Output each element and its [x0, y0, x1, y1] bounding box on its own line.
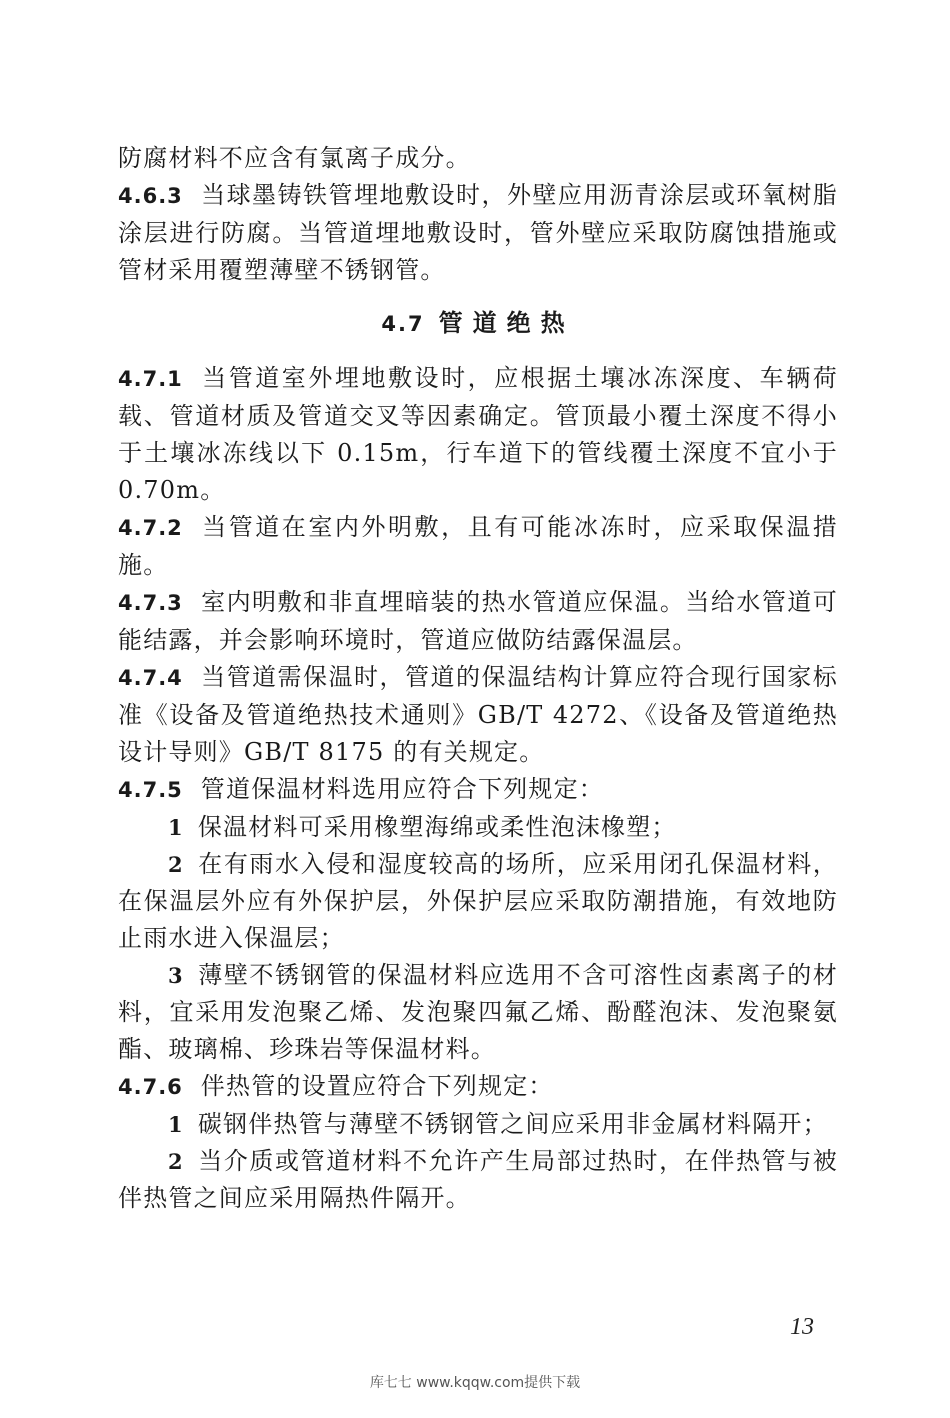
clause-4-7-1 — [118, 360, 838, 509]
clause-text: 伴热管的设置应符合下列规定： — [200, 1072, 554, 1100]
item-text: 在有雨水入侵和湿度较高的场所，应采用闭孔保温材料，在保温层外应有外保护层，外保护层应采取防潮措施，有效地防止雨水进入保温层； — [118, 850, 838, 952]
clause-number: 4.7.1 — [118, 367, 183, 391]
clause-number: 4.7.6 — [118, 1075, 183, 1099]
clause-4-7-6-item-1 — [118, 1106, 838, 1143]
section-number: 4.7 — [381, 312, 425, 336]
clause-number: 4.7.4 — [118, 666, 183, 690]
clause-number: 4.7.5 — [118, 778, 183, 802]
clause-text: 管道保温材料选用应符合下列规定： — [200, 775, 604, 803]
section-title: 管道绝热 — [438, 308, 575, 337]
clause-4-7-5-item-2 — [118, 846, 838, 957]
paragraph-text: 防腐材料不应含有氯离子成分。 — [118, 144, 471, 172]
clause-4-7-2 — [118, 509, 838, 584]
clause-text: 当管道室外埋地敷设时，应根据土壤冰冻深度、车辆荷载、管道材质及管道交叉等因素确定。管顶最小覆土深度不得小于土壤冰冻线以下 0.15m，行车道下的管线覆土深度不宜小于 0.70m。 — [118, 364, 838, 504]
page-content — [118, 140, 838, 1217]
item-number: 2 — [168, 852, 184, 877]
item-text: 薄壁不锈钢管的保温材料应选用不含可溶性卤素离子的材料，宜采用发泡聚乙烯、发泡聚四氟乙烯、酚醛泡沫、发泡聚氨酯、玻璃棉、珍珠岩等保温材料。 — [118, 961, 838, 1063]
item-number: 1 — [168, 815, 184, 840]
item-number: 3 — [168, 963, 184, 988]
clause-4-7-5 — [118, 771, 838, 809]
clause-4-6-3 — [118, 177, 838, 289]
item-number: 1 — [168, 1112, 184, 1137]
paragraph-continuation — [118, 140, 838, 177]
clause-number: 4.7.2 — [118, 516, 183, 540]
clause-number: 4.7.3 — [118, 591, 183, 615]
item-text: 当介质或管道材料不允许产生局部过热时，在伴热管与被伴热管之间应采用隔热件隔开。 — [118, 1147, 838, 1212]
clause-text: 室内明敷和非直埋暗装的热水管道应保温。当给水管道可能结露，并会影响环境时，管道应做防结露保温层。 — [118, 588, 838, 654]
clause-4-7-5-item-3 — [118, 957, 838, 1068]
clause-number: 4.6.3 — [118, 184, 183, 208]
clause-4-7-5-item-1 — [118, 809, 838, 846]
clause-4-7-6-item-2 — [118, 1143, 838, 1217]
page-number: 13 — [790, 1314, 814, 1340]
clause-text: 当管道需保温时，管道的保温结构计算应符合现行国家标准《设备及管道绝热技术通则》GB/T 4272、《设备及管道绝热设计导则》GB/T 8175 的有关规定。 — [118, 663, 838, 766]
clause-4-7-6 — [118, 1068, 838, 1106]
clause-4-7-4 — [118, 659, 838, 771]
clause-4-7-3 — [118, 584, 838, 659]
item-text: 保温材料可采用橡塑海绵或柔性泡沫橡塑； — [197, 813, 677, 841]
watermark-text: 库七七 www.kqqw.com提供下载 — [369, 1375, 581, 1391]
section-heading — [118, 303, 838, 344]
item-number: 2 — [168, 1149, 184, 1174]
clause-text: 当球墨铸铁管埋地敷设时，外壁应用沥青涂层或环氧树脂涂层进行防腐。当管道埋地敷设时，管外壁应采取防腐蚀措施或管材采用覆塑薄壁不锈钢管。 — [118, 181, 838, 284]
item-text: 碳钢伴热管与薄壁不锈钢管之间应采用非金属材料隔开； — [197, 1110, 828, 1138]
clause-text: 当管道在室内外明敷，且有可能冰冻时，应采取保温措施。 — [118, 513, 838, 579]
